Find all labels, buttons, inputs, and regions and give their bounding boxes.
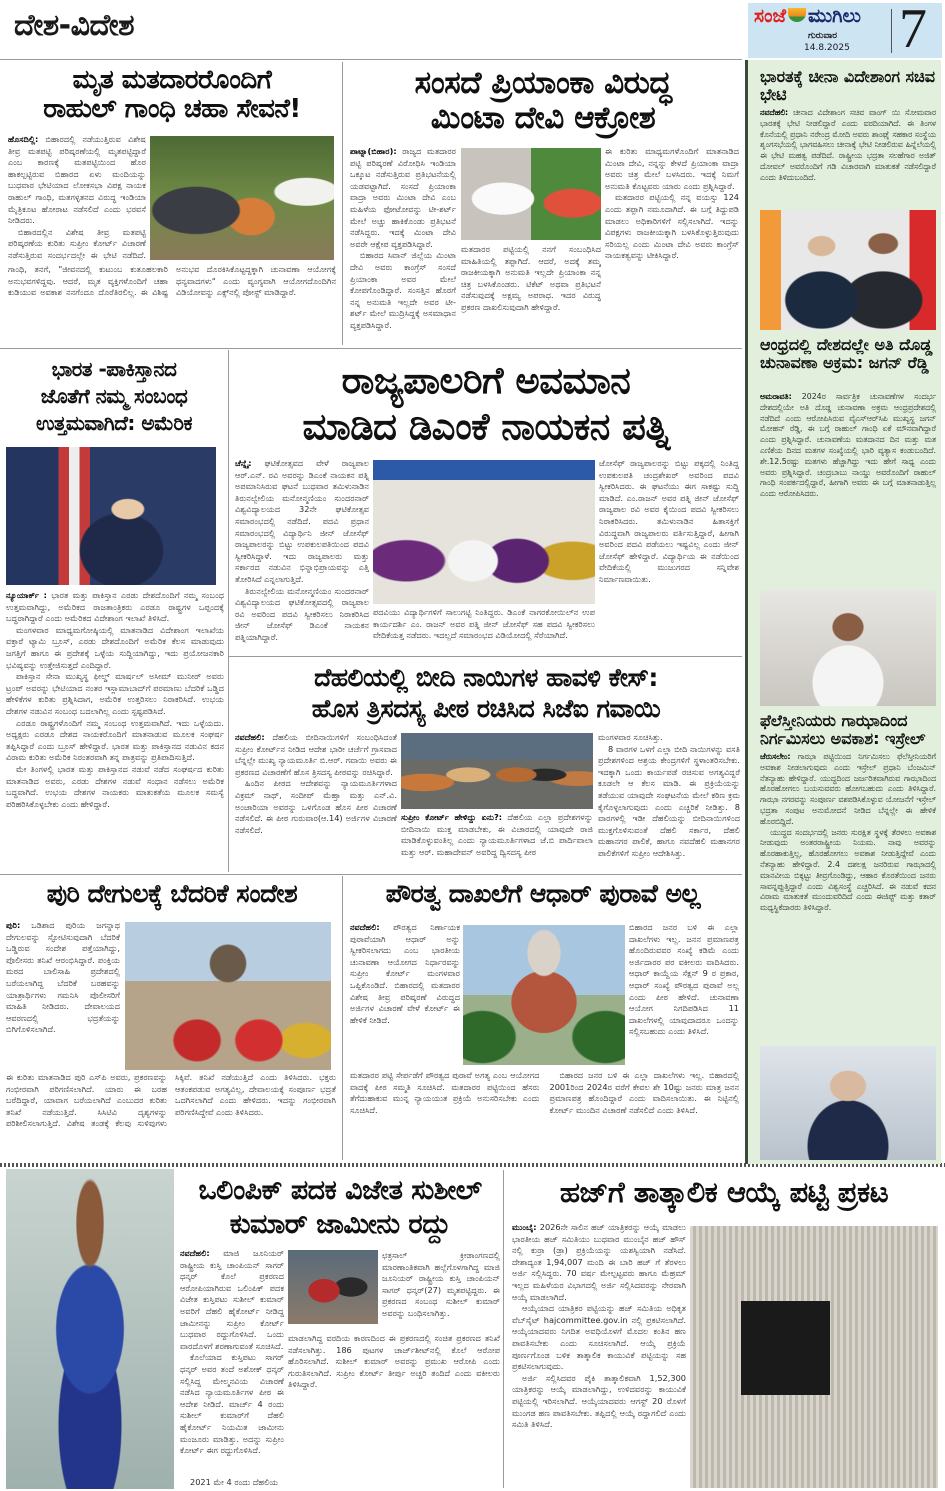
headline-line: ಒಲಿಂಪಿಕ್ ಪದಕ ವಿಜೇತ ಸುಶೀಲ್	[198, 1175, 482, 1206]
article-body	[288, 1333, 500, 1489]
issue-day: ಗುರುವಾರ	[808, 31, 838, 41]
page-number: 7	[899, 0, 927, 60]
article-body	[8, 134, 146, 262]
article-body	[180, 1248, 284, 1476]
dateline: ಚೆನ್ನೈ:	[235, 458, 252, 468]
article-body	[760, 752, 936, 1042]
article-body	[760, 392, 936, 588]
section-title: ದೇಶ-ವಿದೇಶ	[14, 8, 135, 43]
headline: ಭಾರತಕ್ಕೆ ಚೀನಾ ವಿದೇಶಾಂಗ ಸಚಿವ ಭೇಟಿ	[760, 67, 936, 104]
photo-convocation	[373, 460, 595, 604]
photo-stray-dogs	[401, 733, 593, 809]
headline: ಫೆಲೆಸ್ತೀನಿಯರು ಗಾಝಾದಿಂದ ನಿರ್ಗಮಿಸಲು ಅವಕಾಶ: ಇಸ್ರೇಲ್	[760, 711, 926, 748]
divider	[342, 876, 343, 1160]
paragraph: ಪೌರತ್ವದ ನಿರ್ಣಾಯಕ ಪುರಾವೆಯಾಗಿ ಆಧಾರ್ ಅನ್ನು ಸ್ವೀಕರಿಸಲಾಗದು ಎಂಬ ಭಾರತೀಯ ಚುನಾವಣಾ ಆಯೋಗದ ನಿರ್ಧಾರವನ್ನು ಸುಪ್ರೀಂ ಕೋರ್ಟ್ ಮಂಗಳವಾರ ಒಪ್ಪಿಕೊಂಡಿದೆ. ಬಿಹಾರದಲ್ಲಿ ಮತದಾರರ ವಿಶೇಷ ತೀವ್ರ ಪರಿಷ್ಕರಣೆ ವಿರುದ್ಧದ ಅರ್ಜಿಗಳ ವಿಚಾರಣೆ ವೇಳೆ ಕೋರ್ಟ್ ಈ ಹೇಳಿಕೆ ನೀಡಿದೆ.	[350, 922, 460, 1025]
paragraph: ದೆಹಲಿಯ ಬೀದಿನಾಯಿಗಳಿಗೆ ಸಂಬಂಧಿಸಿದಂತೆ ಸುಪ್ರೀಂ ಕೋರ್ಟ್‌ನ ನೀಡಿದ ಆದೇಶ ಭಾರೀ ಚರ್ಚೆಗೆ ಗ್ರಾಸವಾದ ಬೆನ್ನಲ್ಲೇ ಮುಖ್ಯ ನ್ಯಾಯಮೂರ್ತಿ ಬಿ.ಆರ್. ಗವಾಯಿ ಅವರು ಈ ಪ್ರಕರಣದ ವಿಚಾರಣೆಗೆ ಹೊಸ ತ್ರಿಸದಸ್ಯ ಪೀಠವನ್ನು ರಚಿಸಿದ್ದಾರೆ.	[235, 732, 397, 777]
photo-rahul-gandhi-tea	[150, 136, 334, 260]
logo-part-1: ಸಂಜೆ	[754, 5, 787, 27]
article-body	[6, 920, 120, 1070]
headline-line: ಸಂಸದೆ ಪ್ರಿಯಾಂಕಾ ವಿರುದ್ಧ	[414, 65, 672, 101]
headline-line: ಉತ್ತಮವಾಗಿದೆ: ಅಮೆರಿಕ	[36, 411, 192, 435]
issue-date: 14.8.2025	[804, 43, 850, 53]
paragraph: ಹಿಂದಿನ ಪೀಠದ ಆದೇಶವನ್ನು ನ್ಯಾಯಮೂರ್ತಿಗಳಾದ ವಿಕ್ರಮ್ ನಾಥ್, ಸಂದೀಪ್ ಮೆಹ್ತಾ ಮತ್ತು ಎನ್.ವಿ. ಅಂಜಾರಿಯಾ ಅವರನ್ನು ಒಳಗೊಂಡ ಹೊಸ ಪೀಠ ವಿಚಾರಣೆ ನಡೆಸಲಿದೆ. ಈ ಪೀಠ ಗುರುವಾರ(ಆ.14) ಅರ್ಜಿಗಳ ವಿಚಾರಣೆ ನಡೆಸಲಿದೆ.	[235, 778, 397, 835]
headline-line: ರಾಹುಲ್ ಗಾಂಧಿ ಚಹಾ ಸೇವನೆ!	[43, 94, 301, 125]
dateline: ಅಮರಾವತಿ:	[760, 392, 792, 401]
photo-sushil-kumar	[6, 1169, 174, 1489]
headline-line: ದೆಹಲಿಯಲ್ಲಿ ಬೀದಿ ನಾಯಿಗಳ ಹಾವಳಿ ಕೇಸ್:	[314, 663, 658, 692]
logo-part-2: ಮುಗಿಲು	[808, 5, 861, 27]
headline-line: ಮಾಡಿದ ಡಿಎಂಕೆ ನಾಯಕನ ಪತ್ನಿ	[302, 405, 670, 448]
divider	[0, 874, 742, 875]
photo-caption	[401, 812, 593, 870]
headline: ಆಂಧ್ರದಲ್ಲಿ ದೇಶದಲ್ಲೇ ಅತಿ ದೊಡ್ಡ ಚುನಾವಣಾ ಅಕ್ರಮ: ಜಗನ್ ರೆಡ್ಡಿ	[760, 335, 933, 372]
article-body	[760, 108, 936, 206]
dateline: ನವದೆಹಲಿ:	[235, 732, 265, 742]
headline-line: ಭಾರತ -ಪಾಕಿಸ್ತಾನದ	[51, 357, 177, 381]
dateline: ಜೆರುಸಲೇಂ:	[760, 752, 791, 761]
paragraph: ಒಡಿಶಾದ ಪುರಿಯ ಜಗನ್ನಾಥ ದೇಗುಲವನ್ನು ಸ್ಫೋಟಿಸುವುದಾಗಿ ಬೆದರಿಕೆ ಒಡ್ಡಿರುವ ಸಂದೇಶ ಪತ್ತೆಯಾಗಿದ್ದು, ಪೊಲೀಸರು ತನಿಖೆ ಆರಂಭಿಸಿದ್ದಾರೆ. ಪಂಕ್ತಿಯ ಮಠದ ಬಾಲಿಸಾಹಿ ಪ್ರದೇಶದಲ್ಲಿ ಬರೆಯಲಾಗಿದ್ದ ಬೆದರಿಕೆ ಬರಹವನ್ನು ಯಾತ್ರಾರ್ಥಿಗಳು ಗಮನಿಸಿ ಪೊಲೀಸರಿಗೆ ಮಾಹಿತಿ ನೀಡಿದರು. ದೇವಾಲಯದ ಆವರಣದಲ್ಲಿ ಭದ್ರತೆಯನ್ನು ಬಿಗಿಗೊಳಿಸಲಾಗಿದೆ.	[6, 920, 120, 1035]
dateline: ನವದೆಹಲಿ:	[180, 1248, 210, 1258]
paragraph: ಚೀನಾದ ವಿದೇಶಾಂಗ ಸಚಿವ ವಾಂಗ್ ಯಿ ಸೋಮವಾರ ಭಾರತಕ್ಕೆ ಭೇಟಿ ನೀಡಲಿದ್ದಾರೆ ಎಂದು ವರದಿಯಾಗಿದೆ. ಈ ತಿಂಗಳ ಕೊನೆಯಲ್ಲಿ ಪ್ರಧಾನಿ ನರೇಂದ್ರ ಮೋದಿ ಅವರು ಶಾಂಘೈ ಸಹಕಾರ ಸಂಸ್ಥೆಯ ಶೃಂಗಸಭೆಯಲ್ಲಿ ಭಾಗವಹಿಸಲು ಚೀನಾಕ್ಕೆ ಭೇಟಿ ನೀಡಲಿರುವ ಹಿನ್ನೆಲೆಯಲ್ಲಿ ಈ ಭೇಟಿ ಮಹತ್ವ ಪಡೆದಿದೆ. ರಾಷ್ಟ್ರೀಯ ಭದ್ರತಾ ಸಲಹೆಗಾರ ಅಜಿತ್ ದೋವಲ್ ಅವರೊಂದಿಗೆ ಗಡಿ ವಿಚಾರವಾಗಿ ಮಾತುಕತೆ ನಡೆಸಲಿದ್ದಾರೆ ಎಂದು ತಿಳಿದುಬಂದಿದೆ.	[760, 108, 936, 182]
article-body	[350, 1070, 739, 1160]
paragraph: ಯುದ್ಧದ ಸಂದರ್ಭದಲ್ಲಿ ಜನರು ಸುರಕ್ಷಿತ ಸ್ಥಳಕ್ಕೆ ತೆರಳಲು ಅವಕಾಶ ನೀಡುವುದು ಅಂತರರಾಷ್ಟ್ರೀಯ ನಿಯಮ. ನಾವು ಅವರನ್ನು ಹೊರಹಾಕುತ್ತಿಲ್ಲ, ಹೊರಹೋಗಲು ಅವಕಾಶ ನೀಡುತ್ತಿದ್ದೇವೆ ಎಂದು ನೆತನ್ಯಾಹು ಹೇಳಿದ್ದಾರೆ. 2.4 ದಶಲಕ್ಷ ಜನರಿರುವ ಗಾಝಾದಲ್ಲಿ ಮಾನವೀಯ ಬಿಕ್ಕಟ್ಟು ತೀವ್ರಗೊಂಡಿದ್ದು, ಆಹಾರ ಕೊರತೆಯಿಂದ ಜನರು ಸಾವನ್ನಪ್ಪುತ್ತಿದ್ದಾರೆ ಎಂದು ವಿಶ್ವಸಂಸ್ಥೆ ಎಚ್ಚರಿಸಿದೆ. ಈ ನಡುವೆ ಕದನ ವಿರಾಮ ಮಾತುಕತೆ ಮುಂದುವರಿದಿದೆ ಎಂದು ಈಜಿಪ್ಟ್ ಮತ್ತು ಕತಾರ್ ಮಧ್ಯಸ್ಥಿಕೆದಾರರು ತಿಳಿಸಿದ್ದಾರೆ.	[760, 827, 936, 913]
paragraph: ಬಿಹಾರದಲ್ಲಿನ ವಿಶೇಷ ತೀವ್ರ ಮತಪಟ್ಟಿ ಪರಿಷ್ಕರಣೆಯ ಕುರಿತು ಸುಪ್ರೀಂ ಕೋರ್ಟ್ ವಿಚಾರಣೆ ನಡೆಸುತ್ತಿರುವ ಸಂದರ್ಭದಲ್ಲೇ ಈ ಭೇಟಿ ನಡೆದಿದೆ.	[8, 226, 146, 260]
photo-netanyahu	[760, 1046, 936, 1160]
paragraph: ಎರಡೂ ರಾಷ್ಟ್ರಗಳೊಂದಿಗೆ ನಮ್ಮ ಸಂಬಂಧ ಉತ್ತಮವಾಗಿದೆ. ಇದು ಒಳ್ಳೆಯದು. ಅಧ್ಯಕ್ಷರು ಎರಡೂ ದೇಶದ ನಾಯಕರೊಂದಿಗೆ ಮಾತನಾಡುವ ಮೂಲಕ ಸಂಘರ್ಷ ತಪ್ಪಿಸಿದ್ದಾರೆ ಎಂದು ಬ್ರೂಸ್ ಹೇಳಿದ್ದಾರೆ. ಭಾರತ ಮತ್ತು ಪಾಕಿಸ್ತಾನದ ನಡುವಿನ ಕದನ ವಿರಾಮ ಕುರಿತು ಅಮೆರಿಕ ನಿರಂತರವಾಗಿ ತನ್ನ ಪಾತ್ರವನ್ನು ಪ್ರತಿಪಾದಿಸುತ್ತಿದೆ.	[6, 717, 224, 763]
dateline: ಮುಂಬೈ:	[512, 1222, 537, 1232]
paragraph: ಅರ್ಜಿ ಸಲ್ಲಿಸಿದವರ ಪೈಕಿ ತಾತ್ಕಾಲಿಕವಾಗಿ 1,52,300 ಯಾತ್ರಿಕರನ್ನು ಆಯ್ಕೆ ಮಾಡಲಾಗಿದ್ದು, ಉಳಿದವರನ್ನು ಕಾಯುವಿಕೆ ಪಟ್ಟಿಯಲ್ಲಿ ಇರಿಸಲಾಗಿದೆ. ಆಯ್ಕೆಯಾದವರು ಆಗಸ್ಟ್ 20 ರೊಳಗೆ ಮುಂಗಡ ಹಣ ಪಾವತಿಸಬೇಕು. ತಪ್ಪಿದಲ್ಲಿ ಆಯ್ಕೆ ರದ್ದಾಗಲಿದೆ ಎಂದು ಸಮಿತಿ ತಿಳಿಸಿದೆ.	[512, 1372, 686, 1430]
divider	[342, 62, 343, 345]
photo-wrestling	[288, 1250, 378, 1324]
article-body	[6, 1072, 336, 1160]
article-body	[235, 732, 397, 870]
article-body	[461, 244, 601, 344]
dateline: ನವದೆಹಲಿ:	[760, 108, 789, 117]
headline-line: ಹೊಸ ತ್ರಿಸದಸ್ಯ ಪೀಠ ರಚಿಸಿದ ಸಿಜೆಐ ಗವಾಯಿ	[311, 694, 661, 723]
article-body	[235, 458, 369, 652]
paragraph: ಮಂಗಳವಾರ ಮಾಧ್ಯಮಗೋಷ್ಠಿಯಲ್ಲಿ ಮಾತನಾಡಿದ ವಿದೇಶಾಂಗ ಇಲಾಖೆಯ ವಕ್ತಾರೆ ಟ್ಯಾಮಿ ಬ್ರೂಸ್, ಎರಡು ದೇಶದೊಂದಿಗೆ ಅಮೆರಿಕ ಕೆಲಸ ಮಾಡುವುದು ಜಗತ್ತಿಗೆ ಹಾಗೂ ಈ ಪ್ರದೇಶಕ್ಕೆ ಒಳ್ಳೆಯ ಸುದ್ದಿಯಾಗಿದ್ದು, ಇದು ಪ್ರಯೋಜನಕಾರಿ ಭವಿಷ್ಯವನ್ನು ಉತ್ತೇಜಿಸುತ್ತದೆ ಎಂದಿದ್ದಾರೆ.	[6, 624, 224, 670]
paragraph: ತಿರುನಲ್ವೇಲಿಯ ಮನೋನ್ಮಣಿಯಂ ಸುಂದರನಾರ್ ವಿಶ್ವವಿದ್ಯಾಲಯದ ಘಟಿಕೋತ್ಸವದಲ್ಲಿ ರಾಜ್ಯಪಾಲ ರವಿ ಅವರಿಂದ ಪದವಿ ಸ್ವೀಕರಿಸಲು ನಿರಾಕರಿಸಿದ ಜೀನ್ ಜೋಸೆಫ್ ಡಿಎಂಕೆ ನಾಯಕನ ಪತ್ನಿಯಾಗಿದ್ದಾರೆ.	[235, 585, 369, 642]
paragraph: ಮತದಾರರ ಪಟ್ಟಿಯಲ್ಲಿ ನನಗೆ ಸಂಬಂಧಿಸಿದ ಮಾಹಿತಿಯಲ್ಲಿ ತಪ್ಪಾಗಿದೆ. ಆದರೆ, ಅದಕ್ಕೆ ತಮ್ಮ ರಾಜಕೀಯಕ್ಕಾಗಿ ಅನುಮತಿ ಇಲ್ಲದೇ ಪ್ರಿಯಾಂಕಾ ನನ್ನ ಚಿತ್ರ ಬಳಸಿಕೊಂಡರು. ಟಿಕೆಟ್ ಅಥವಾ ಪ್ರತಿಭಟನೆ ನಡೆಸುವುದಕ್ಕೆ ಅಕ್ಷಮ್ಯ ಅಪರಾಧ. ಇದರ ವಿರುದ್ಧ ಪ್ರಕರಣ ದಾಖಲಿಸುವುದಾಗಿ ಹೇಳಿದ್ದಾರೆ.	[461, 244, 601, 312]
headline-line: ಜೊತೆಗೆ ನಮ್ಮ ಸಂಬಂಧ	[40, 384, 188, 408]
article-body	[350, 146, 456, 344]
paragraph: ಬಿಹಾರದಲ್ಲಿ ನಡೆಯುತ್ತಿರುವ ವಿಶೇಷ ತೀವ್ರ ಮತಪಟ್ಟಿ ಪರಿಷ್ಕರಣೆಯಲ್ಲಿ ಮೃತಪಟ್ಟಿದ್ದಾರೆ ಎಂಬ ಕಾರಣಕ್ಕೆ ಮತಪಟ್ಟಿಯಿಂದ ಹೊರ ಹಾಕಲ್ಪಟ್ಟಿರುವ ಬಿಹಾರದ ಏಳು ಮಂದಿಯನ್ನು ಬುಧವಾರ ಭೇಟಿಯಾದ ಲೋಕಸಭಾ ವಿಪಕ್ಷ ನಾಯಕ ರಾಹುಲ್ ಗಾಂಧಿ, ಮತಗಳ್ಳತನದ ವಿರುದ್ಧ ಇಂಡಿಯಾ ಮೈತ್ರಿಕೂಟ ಹೋರಾಟ ನಡೆಸಲಿದೆ ಎಂದು ಭರವಸೆ ನೀಡಿದರು.	[8, 134, 146, 226]
paragraph: ಮಂಗಳವಾರ ಸೂಚಿಸಿತ್ತು.	[598, 732, 664, 742]
paragraph: ಈ ಕುರಿತು ಮಾತನಾಡಿದ ಪುರಿ ಎಸ್‌ಪಿ ಅವರು, ಪ್ರಕರಣವನ್ನು ಗಂಭೀರವಾಗಿ ಪರಿಗಣಿಸಲಾಗಿದೆ. ಯಾರು ಈ ಬರಹ ಬರೆದಿದ್ದಾರೆ, ಯಾವಾಗ ಬರೆಯಲಾಗಿದೆ ಎಂಬುದರ ಕುರಿತು ತನಿಖೆ ನಡೆಯುತ್ತಿದೆ. ಸಿಸಿಟಿವಿ ದೃಶ್ಯಗಳನ್ನು ಪರಿಶೀಲಿಸಲಾಗುತ್ತಿದೆ. ವಿಶೇಷ ತಂಡಕ್ಕೆ ಕೆಲವು ಸುಳಿವುಗಳು ಸಿಕ್ಕಿವೆ. ತನಿಖೆ ನಡೆಯುತ್ತಿದೆ ಎಂದು ತಿಳಿಸಿದರು. ಭಕ್ತರು ಆತಂಕಪಡುವ ಅಗತ್ಯವಿಲ್ಲ, ದೇವಾಲಯಕ್ಕೆ ಸಂಪೂರ್ಣ ಭದ್ರತೆ ಒದಗಿಸಲಾಗಿದೆ ಎಂದು ಹೇಳಿದರು. ಇದನ್ನು ಗಂಭೀರವಾಗಿ ಪರಿಗಣಿಸಿದ್ದೇವೆ ಎಂದು ತಿಳಿಸಿದರು.	[6, 1072, 336, 1129]
logo-sun-island-icon	[788, 8, 806, 22]
headline-line: ರಾಜ್ಯಪಾಲರಿಗೆ ಅವಮಾನ	[341, 359, 631, 402]
photo-supreme-court	[463, 925, 625, 1065]
paragraph: ಘಟಿಕೋತ್ಸವದ ವೇಳೆ ರಾಜ್ಯಪಾಲ ಆರ್.ಎನ್. ರವಿ ಅವರನ್ನು ಡಿಎಂಕೆ ನಾಯಕನ ಪತ್ನಿ ಅಪಮಾನಿಸಿರುವ ಘಟನೆ ಬುಧವಾರ ತಮಿಳುನಾಡಿನ ತಿರುನಲ್ವೇಲಿಯ ಮನೋನ್ಮಣಿಯಂ ಸುಂದರನಾರ್ ವಿಶ್ವವಿದ್ಯಾಲಯದ 32ನೇ ಘಟಿಕೋತ್ಸವ ಸಮಾರಂಭದಲ್ಲಿ ನಡೆದಿದೆ. ಪದವಿ ಪ್ರಧಾನ ಸಮಾರಂಭದಲ್ಲಿ ವಿದ್ಯಾರ್ಥಿನಿ ಜೀನ್ ಜೋಸೆಫ್ ರಾಜ್ಯಪಾಲರನ್ನು ಬಿಟ್ಟು ಉಪಕುಲಪತಿಯಿಂದ ಪದವಿ ಸ್ವೀಕರಿಸಿದ್ದಾಳೆ. ಇದು ರಾಜ್ಯಪಾಲರು ಮತ್ತು ಸರ್ಕಾರದ ನಡುವಿನ ಭಿನ್ನಾಭಿಪ್ರಾಯವನ್ನು ಎತ್ತಿ ತೋರಿಸಿದೆ ಎನ್ನಲಾಗುತ್ತಿದೆ.	[235, 458, 369, 584]
headline	[178, 1174, 502, 1242]
photo-caption: ಪದವಿಯು ವಿದ್ಯಾರ್ಥಿಗಳಿಗೆ ಸಾಲುಗಟ್ಟಿ ನಿಂತಿದ್ದರು. ಡಿಎಂಕೆ ನಾಗರಕೋಯಿಲ್‌ನ ಉಪ ಕಾರ್ಯದರ್ಶಿ ಎಂ. ರಾಜನ್ ಅವರ ಪತ್ನಿ ಜೀನ್ ಜೋಸೆಫ್ ಸಹ ಪದವಿ ಸ್ವೀಕರಿಸಲು ವೇದಿಕೆಯತ್ತ ನಡೆದರು. ಇದಲ್ಲದೆ ಸಮಾರಂಭದ ವಿಡಿಯೋದಲ್ಲಿ ಸೆರೆಯಾಗಿದೆ.	[373, 607, 595, 641]
paragraph: ಮಾಜಿ ಜೂನಿಯರ್ ರಾಷ್ಟ್ರೀಯ ಕುಸ್ತಿ ಚಾಂಪಿಯನ್ ಸಾಗರ್ ಧನ್ಕರ್ ಕೊಲೆ ಪ್ರಕರಣದ ಆರೋಪಿಯಾಗಿರುವ ಒಲಿಂಪಿಕ್ ಪದಕ ವಿಜೇತ ಕುಸ್ತಿಪಟು ಸುಶೀಲ್ ಕುಮಾರ್ ಅವರಿಗೆ ದೆಹಲಿ ಹೈಕೋರ್ಟ್ ನೀಡಿದ್ದ ಜಾಮೀನನ್ನು ಸುಪ್ರೀಂ ಕೋರ್ಟ್ ಬುಧವಾರ ರದ್ದುಗೊಳಿಸಿದೆ. ಒಂದು ವಾರದೊಳಗೆ ಶರಣಾಗುವಂತೆ ಸೂಚಿಸಿದೆ.	[180, 1248, 284, 1351]
paragraph: 2024ರ ಸಾರ್ವತ್ರಿಕ ಚುನಾವಣೆಗಳ ಸಂದರ್ಭ ದೇಶದಲ್ಲಿಯೇ ಅತಿ ದೊಡ್ಡ ಚುನಾವಣಾ ಅಕ್ರಮ ಆಂಧ್ರಪ್ರದೇಶದಲ್ಲಿ ನಡೆದಿದೆ ಎಂದು ಆರೋಪಿಸಿರುವ ವೈಎಸ್‌ಆರ್‌ಸಿಪಿ ಮುಖ್ಯಸ್ಥ ಜಗನ್ ಮೋಹನ್ ರೆಡ್ಡಿ, ಈ ಬಗ್ಗೆ ರಾಹುಲ್ ಗಾಂಧಿ ಏಕೆ ಮೌನವಾಗಿದ್ದಾರೆ ಎಂದು ಪ್ರಶ್ನಿಸಿದ್ದಾರೆ. ಚುನಾವಣೆಯ ಮತದಾನದ ದಿನ ಮತ್ತು ಮತ ಎಣಿಕೆಯ ದಿನದ ಮತಗಳ ಸಂಖ್ಯೆಯಲ್ಲಿ ಭಾರಿ ವ್ಯತ್ಯಾಸ ಕಂಡುಬಂದಿದೆ. ಶೇ.12.5ರಷ್ಟು ಮತಗಳು ಹೆಚ್ಚಾಗಿದ್ದು ಇದು ಹೇಗೆ ಸಾಧ್ಯ ಎಂದು ಅವರು ಪ್ರಶ್ನಿಸಿದ್ದಾರೆ. ಚಂದ್ರಬಾಬು ನಾಯ್ಡು ಅವರೊಂದಿಗೆ ರಾಹುಲ್ ಗಾಂಧಿ ಸಂಪರ್ಕದಲ್ಲಿದ್ದಾರೆ, ಹೀಗಾಗಿ ಅವರು ಈ ಬಗ್ಗೆ ಮಾತನಾಡುತ್ತಿಲ್ಲ ಎಂದು ಆರೋಪಿಸಿದರು.	[760, 392, 936, 499]
footer-line: 2021 ಮೇ 4 ರಂದು ದೆಹಲಿಯ	[190, 1477, 279, 1487]
paragraph: ಮತದಾರರ ಪಟ್ಟಿಯಲ್ಲಿ ನನ್ನ ವಯಸ್ಸು 124 ಎಂದು ತಪ್ಪಾಗಿ ನಮೂದಾಗಿದೆ. ಈ ಬಗ್ಗೆ ತಿದ್ದುಪಡಿ ಮಾಡಲು ಅಧಿಕಾರಿಗಳಿಗೆ ಸಲ್ಲಿಸಲಾಗಿದೆ. ಇದನ್ನು ವಿಪಕ್ಷಗಳು ರಾಜಕೀಯಕ್ಕಾಗಿ ಬಳಸಿಕೊಳ್ಳುತ್ತಿರುವುದು ಸರಿಯಲ್ಲ ಎಂದು ಮಿಂಟಾ ದೇವಿ ಅವರು ಕಾಂಗ್ರೆಸ್ ನಾಯಕತ್ವವನ್ನು ಟೀಕಿಸಿದ್ದಾರೆ.	[605, 192, 739, 261]
photo-priyanka-minta-devi	[461, 148, 601, 240]
article-body	[599, 458, 739, 652]
paragraph: ಬಿಹಾರದ ಸಿವಾನ್ ಜಿಲ್ಲೆಯ ಮಿಂಟಾ ದೇವಿ ಅವರು ಕಾಂಗ್ರೆಸ್ ಸಂಸದೆ ಪ್ರಿಯಾಂಕಾ ಅವರ ಮೇಲೆ ಕೋಪಗೊಂಡಿದ್ದಾರೆ. ಸಂಸತ್ತಿನ ಹೊರಗೆ ನನ್ನ ಅನುಮತಿ ಇಲ್ಲದೇ ಅವರ ಟೀ-ಶರ್ಟ್ ಮೇಲೆ ಮುದ್ರಿಸಿದ್ದಕ್ಕೆ ಅಸಮಾಧಾನ ವ್ಯಕ್ತಪಡಿಸಿದ್ದಾರೆ.	[350, 250, 456, 330]
paragraph: ಆಯ್ಕೆಯಾದ ಯಾತ್ರಿಕರ ಪಟ್ಟಿಯನ್ನು ಹಜ್ ಸಮಿತಿಯ ಅಧಿಕೃತ ವೆಬ್‌ಸೈಟ್ hajcommittee.gov.in ನಲ್ಲಿ ಪ್ರಕಟಿಸಲಾಗಿದೆ. ಆಯ್ಕೆಯಾದವರು ನಿಗದಿತ ಅವಧಿಯೊಳಗೆ ಮೊದಲ ಕಂತಿನ ಹಣ ಪಾವತಿಸಬೇಕು ಎಂದು ಸೂಚಿಸಲಾಗಿದೆ. ಆಯ್ಕೆ ಪ್ರಕ್ರಿಯೆ ಪೂರ್ಣಗೊಂಡ ಬಳಿಕ ತಾತ್ಕಾಲಿಕ ಕಾಯುವಿಕೆ ಪಟ್ಟಿಯನ್ನು ಸಹ ಪ್ರಕಟಿಸಲಾಗುವುದು.	[512, 1303, 686, 1372]
paragraph: ಬಿಹಾರದ ಜನರ ಬಳಿ ಈ ಎಲ್ಲಾ ದಾಖಲೆಗಳು ಇಲ್ಲ. ಬಿಹಾರದಲ್ಲಿ 2001ರಿಂದ 2024ರ ವರೆಗೆ ಕೇವಲ ಶೇ 10ಷ್ಟು ಜನರು ಮಾತ್ರ ಜನನ ಪ್ರಮಾಣಪತ್ರ ಹೊಂದಿದ್ದಾರೆ ಎಂದು ವಾದಿಸಲಾಯಿತು. ಈ ನಿಟ್ಟಿನಲ್ಲಿ ಕೋರ್ಟ್ ಮುಂದಿನ ವಿಚಾರಣೆ ನಡೆಸಲಿದೆ ಎಂದು ತಿಳಿಸಿದೆ.	[549, 1070, 739, 1115]
paragraph: ಭಾರತ ಮತ್ತು ಪಾಕಿಸ್ತಾನ ಎರಡು ದೇಶದೊಂದಿಗೆ ನಮ್ಮ ಸಂಬಂಧ ಉತ್ತಮವಾಗಿದ್ದು, ಅಮೆರಿಕದ ರಾಜತಾಂತ್ರಿಕರು ಎರಡೂ ರಾಷ್ಟ್ರಗಳ ಒಪ್ಪಂದಕ್ಕೆ ಬದ್ಧರಾಗಿದ್ದಾರೆ ಎಂದು ಅಮೆರಿಕದ ವಿದೇಶಾಂಗ ಇಲಾಖೆ ತಿಳಿಸಿದೆ.	[6, 590, 224, 624]
article-body	[8, 264, 336, 344]
headline	[232, 358, 740, 450]
article-body	[598, 732, 740, 870]
paragraph: ಪಾಕಿಸ್ತಾನ ಸೇನಾ ಮುಖ್ಯಸ್ಥ ಫೀಲ್ಡ್ ಮಾರ್ಷಲ್ ಅಸೀಮ್ ಮುನೀರ್ ಅವರು ಟ್ರಂಪ್ ಅವರನ್ನು ಭೇಟಿಯಾದ ನಂತರ ಇಸ್ಲಾಮಾಬಾದ್‌ಗೆ ಪರಮಾಣು ಬೆದರಿಕೆ ಒಡ್ಡಿದ ಹೇಳಿಕೆಗಳ ಕುರಿತು ಪ್ರಶ್ನಿಸಿದಾಗ, ಅಮೆರಿಕ ಉತ್ತರಿಸಲು ನಿರಾಕರಿಸಿದೆ. ಉಭಯ ದೇಶಗಳ ನಡುವಿನ ಸಂಬಂಧ ಬದಲಾಗಿಲ್ಲ ಎಂದು ಸ್ಪಷ್ಟಪಡಿಸಿದೆ.	[6, 671, 224, 716]
photo-trump-podium	[6, 447, 216, 585]
dateline: ಹೊಸದಿಲ್ಲಿ:	[8, 134, 39, 144]
paragraph: 8 ವಾರಗಳ ಒಳಗೆ ಎಲ್ಲಾ ಬೀದಿ ನಾಯಿಗಳನ್ನು ವಸತಿ ಪ್ರದೇಶಗಳಿಂದ ಆಶ್ರಯ ಕೇಂದ್ರಗಳಿಗೆ ಸ್ಥಳಾಂತರಿಸಬೇಕು. ಇದಕ್ಕಾಗಿ ಒಂದು ಕಾರ್ಯಪಡೆ ರಚಿಸುವ ಅಗತ್ಯವಿದ್ದರೆ ಕೂಡಲೇ ಆ ಕೆಲಸ ಮಾಡಿ. ಈ ಪ್ರಕ್ರಿಯೆಯನ್ನು ತಡೆಯುವ ಯಾವುದೇ ಸಂಘಟನೆಯ ಮೇಲೆ ಕಠಿಣ ಕ್ರಮ ಕೈಗೊಳ್ಳಲಾಗುವುದು ಎಂದು ಎಚ್ಚರಿಕೆ ನೀಡಿತ್ತು. 8 ವಾರಗಳಲ್ಲಿ ಇಡೀ ದೆಹಲಿಯನ್ನು ಬೀದಿನಾಯಿಗಳಿಂದ ಮುಕ್ತಗೊಳಿಸುವಂತೆ ದೆಹಲಿ ಸರ್ಕಾರ, ದೆಹಲಿ ಮಹಾನಗರ ಪಾಲಿಕೆ, ಹಾಗೂ ನವದೆಹಲಿ ಮಹಾನಗರ ಪಾಲಿಕೆಗಳಿಗೆ ಸುಪ್ರೀಂ ಆದೇಶಿಸಿತ್ತು.	[598, 743, 740, 858]
divider	[0, 348, 742, 349]
article-body	[382, 1250, 500, 1330]
headline	[346, 66, 740, 135]
article-body	[6, 590, 224, 870]
dateline: ಪುರಿ:	[6, 920, 21, 930]
photo-puri-temple	[125, 922, 331, 1070]
divider	[228, 350, 229, 872]
masthead	[748, 0, 942, 60]
dateline: ನ್ಯೂಯಾರ್ಕ್ :	[6, 590, 47, 600]
headline-line: ಕುಮಾರ್ ಜಾಮೀನು ರದ್ದು	[229, 1209, 451, 1240]
photo-kaaba	[690, 1226, 938, 1488]
headline: ಪೌರತ್ವ ದಾಖಲೆಗೆ ಆಧಾರ್ ಪುರಾವೆ ಅಲ್ಲ	[385, 879, 701, 908]
headline	[230, 662, 742, 724]
sidebar-briefs	[745, 60, 941, 1164]
paragraph: ಗಾಝಾ ಪಟ್ಟಿಯಿಂದ ನಿರ್ಗಮಿಸಲು ಫೆಲೆಸ್ತೀನಿಯರಿಗೆ ಅವಕಾಶ ನೀಡಲಾಗುವುದು ಎಂದು ಇಸ್ರೇಲ್ ಪ್ರಧಾನಿ ಬೆಂಜಮಿನ್ ನೆತನ್ಯಾಹು ಹೇಳಿದ್ದಾರೆ. ಯುದ್ಧದಿಂದ ಜರ್ಜರಿತವಾಗಿರುವ ಗಾಝಾದಿಂದ ಹೊರಹೋಗಲು ಬಯಸುವವರು ಹೋಗಬಹುದು ಎಂದು ತಿಳಿಸಿದ್ದಾರೆ. ಗಾಝಾ ನಗರವನ್ನು ಸಂಪೂರ್ಣ ವಶಪಡಿಸಿಕೊಳ್ಳುವ ಯೋಜನೆಗೆ ಇಸ್ರೇಲ್ ಭದ್ರತಾ ಸಂಪುಟ ಅನುಮೋದನೆ ನೀಡಿದ ಬೆನ್ನಲ್ಲೇ ಈ ಹೇಳಿಕೆ ಹೊರಬಿದ್ದಿದೆ.	[760, 752, 936, 826]
divider	[0, 59, 742, 60]
caption-label: ಸುಪ್ರೀಂ ಕೋರ್ಟ್ ಹೇಳಿದ್ದು ಏನು?:	[401, 812, 503, 822]
paragraph: ಕೊಲೆಯಾದ ಕುಸ್ತಿಪಟು ಸಾಗರ್ ಧನ್ಕರ್ ಅವರ ತಂದೆ ಅಶೋಕ್ ಧನ್ಕರ್ ಸಲ್ಲಿಸಿದ್ದ ಮೇಲ್ಮನವಿಯ ವಿಚಾರಣೆ ನಡೆಸಿದ ನ್ಯಾಯಮೂರ್ತಿಗಳ ಪೀಠ ಈ ಆದೇಶ ನೀಡಿದೆ. ಮಾರ್ಚ್ 4 ರಂದು ಸುಶೀಲ್ ಕುಮಾರ್‌ಗೆ ದೆಹಲಿ ಹೈಕೋರ್ಟ್ ನಿಯಮಿತ ಜಾಮೀನು ಮಂಜೂರು ಮಾಡಿತ್ತು. ಅದನ್ನು ಸುಪ್ರೀಂ ಕೋರ್ಟ್ ಈಗ ರದ್ದುಗೊಳಿಸಿದೆ.	[180, 1352, 284, 1456]
paragraph: ಮತದಾರರ ಪಟ್ಟಿ ಸೇರ್ಪಡೆಗೆ ಪೌರತ್ವದ ಪುರಾವೆ ಅಗತ್ಯ ಎಂಬ ಆಯೋಗದ ವಾದಕ್ಕೆ ಪೀಠ ಸಮ್ಮತಿ ಸೂಚಿಸಿದೆ. ಮತದಾರರ ಪಟ್ಟಿಯಿಂದ ಹೆಸರು ತೆಗೆದುಹಾಕುವ ಮುನ್ನ ನ್ಯಾಯಯುತ ಪ್ರಕ್ರಿಯೆ ಅನುಸರಿಸಬೇಕು ಎಂದು ಸೂಚಿಸಿದೆ.	[350, 1070, 540, 1115]
divider	[503, 1170, 504, 1488]
headline: ಹಜ್‌ಗೆ ತಾತ್ಕಾಲಿಕ ಆಯ್ಕೆ ಪಟ್ಟಿ ಪ್ರಕಟ	[559, 1175, 889, 1209]
headline	[2, 356, 226, 437]
paragraph: ಗಾಂಧಿ, ತನಗೆ, "ಜೀವನದಲ್ಲಿ ಕುಟುಂಬ ಕುತೂಹಲಕಾರಿ ಅನುಭವಗಳಿದ್ದವು. ಆದರೆ, ಮೃತ ವ್ಯಕ್ತಿಗಳೊಂದಿಗೆ ಚಹಾ ಕುಡಿಯುವ ಅವಕಾಶ ನನಗೆಂದೂ ದೊರೆತಿರಲಿಲ್ಲ. ಈ ವಿಶಿಷ್ಟ ಅನುಭವ ದೊರಕಿಸಿಕೊಟ್ಟದ್ದಕ್ಕಾಗಿ ಚುನಾವಣಾ ಆಯೋಗಕ್ಕೆ ಧನ್ಯವಾದಗಳು" ಎಂದು ವ್ಯಂಗ್ಯವಾಗಿ ಆಯೋಗದೊಂದಿಗಿನ ವಿಡಿಯೋವನ್ನು ಎಕ್ಸ್‌ನಲ್ಲಿ ಪೋಸ್ಟ್ ಮಾಡಿದ್ದಾರೆ.	[8, 264, 336, 298]
paragraph: ಈ ಕುರಿತು ಮಾಧ್ಯಮಗಳೊಂದಿಗೆ ಮಾತನಾಡಿದ ಮಿಂಟಾ ದೇವಿ, ನನ್ನನ್ನು ಕೇಳದೆ ಪ್ರಿಯಾಂಕಾ ವಾದ್ರಾ ಅವರು ಚಿತ್ರ ಮೇಲೆ ಬಳಸಿದರು. ಇದಕ್ಕೆ ನಿಮಗೆ ಅನುಮತಿ ಕೊಟ್ಟವರು ಯಾರು ಎಂದು ಪ್ರಶ್ನಿಸಿದ್ದಾರೆ.	[605, 146, 739, 191]
article-body	[605, 146, 739, 344]
headline: ಪುರಿ ದೇಗುಲಕ್ಕೆ ಬೆದರಿಕೆ ಸಂದೇಶ	[46, 879, 298, 908]
paragraph: 2026ನೇ ಸಾಲಿನ ಹಜ್ ಯಾತ್ರಿಕರನ್ನು ಆಯ್ಕೆ ಮಾಡಲು ಭಾರತೀಯ ಹಜ್ ಸಮಿತಿಯು ಬುಧವಾರ ಮುಂಬೈನ ಹಜ್ ಹೌಸ್ ನಲ್ಲಿ ಕುರ್ರಾ (ಡ್ರಾ) ಪ್ರಕ್ರಿಯೆಯನ್ನು ಯಶಸ್ವಿಯಾಗಿ ನಡೆಸಿದೆ. ದೇಶಾದ್ಯಂತ 1,94,007 ಮಂದಿ ಈ ಬಾರಿ ಹಜ್ ಗೆ ತೆರಳಲು ಅರ್ಜಿ ಸಲ್ಲಿಸಿದ್ದರು. 70 ವರ್ಷ ಮೇಲ್ಪಟ್ಟವರು ಹಾಗೂ ಮೆಹ್ರಮ್ ಇಲ್ಲದ ಮಹಿಳೆಯರ ವಿಭಾಗದಲ್ಲಿ ಅರ್ಜಿ ಸಲ್ಲಿಸಿದವರನ್ನು ನೇರವಾಗಿ ಆಯ್ಕೆ ಮಾಡಲಾಗಿದೆ.	[512, 1222, 686, 1302]
newspaper-logo	[754, 5, 861, 27]
photo-wang-yi-doval	[760, 210, 936, 330]
divider	[228, 656, 742, 657]
headline-line: ಮೃತ ಮತದಾರರೊಂದಿಗೆ	[72, 65, 272, 95]
headline-line: ಮಿಂಟಾ ದೇವಿ ಆಕ್ರೋಶ	[430, 99, 656, 136]
paragraph: ಮಾಡಲಾಗಿದ್ದ ವರದಿಯ ಕಾರಣದಿಂದ ಈ ಪ್ರಕರಣದಲ್ಲಿ ಸಂಚಿತ ಪ್ರಕರಣದ ತನಿಖೆ ನಡೆಸಲಾಗಿತ್ತು. 186 ಪುಟಗಳ ಚಾರ್ಜ್‌ಶೀಟ್‌ನಲ್ಲಿ ಕೊಲೆ ಆರೋಪ ಹೊರಿಸಲಾಗಿದೆ. ಸುಶೀಲ್ ಕುಮಾರ್ ಅವರನ್ನು ಪ್ರಮುಖ ಆರೋಪಿ ಎಂದು ಗುರುತಿಸಲಾಗಿದೆ. ಸುಪ್ರೀಂ ಕೋರ್ಟ್ ತೀರ್ಪು ಅಚ್ಚರಿ ತಂದಿದೆ ಎಂದು ವಕೀಲರು ತಿಳಿಸಿದ್ದಾರೆ.	[288, 1333, 500, 1390]
paragraph: ಬಿಹಾರದ ಜನರ ಬಳಿ ಈ ಎಲ್ಲಾ ದಾಖಲೆಗಳು ಇಲ್ಲ. ಜನನ ಪ್ರಮಾಣಪತ್ರ ಹೊಂದಿರುವವರ ಸಂಖ್ಯೆ ಕಡಿಮೆ ಎಂದು ಅರ್ಜಿದಾರರ ಪರ ವಕೀಲರು ವಾದಿಸಿದರು. ಆಧಾರ್ ಕಾಯ್ದೆಯ ಸೆಕ್ಷನ್ 9 ರ ಪ್ರಕಾರ, ಆಧಾರ್ ಸಂಖ್ಯೆ ಪೌರತ್ವದ ಪುರಾವೆ ಅಲ್ಲ ಎಂದು ಪೀಠ ಹೇಳಿದೆ. ಚುನಾವಣಾ ಆಯೋಗ ನಿಗದಿಪಡಿಸಿದ 11 ದಾಖಲೆಗಳಲ್ಲಿ ಯಾವುದಾದರೂ ಒಂದನ್ನು ಸಲ್ಲಿಸಬಹುದು ಎಂದು ತಿಳಿಸಿದೆ.	[629, 922, 739, 1037]
headline	[4, 66, 340, 124]
dateline: ನವದೆಹಲಿ:	[350, 922, 380, 932]
photo-jagan-reddy	[760, 590, 936, 706]
paragraph: ಮೇ ತಿಂಗಳಲ್ಲಿ ಭಾರತ ಮತ್ತು ಪಾಕಿಸ್ತಾನದ ನಡುವೆ ನಡೆದ ಸಂಘರ್ಷದ ಕುರಿತು ಮಾತನಾಡಿದ ಅವರು, ಎರಡು ದೇಶಗಳ ನಡುವೆ ಸಂಧಾನ ನಡೆಸಲು ಅಮೆರಿಕ ಬದ್ಧವಾಗಿದೆ. ಉಭಯ ದೇಶಗಳ ನಾಯಕರು ಮಾತುಕತೆಯ ಮೂಲಕ ಸಮಸ್ಯೆ ಪರಿಹರಿಸಿಕೊಳ್ಳಬೇಕು ಎಂದು ಹೇಳಿದ್ದಾರೆ.	[6, 763, 224, 809]
article-body	[512, 1222, 686, 1488]
paragraph: ಛತ್ರಸಾಲ್ ಕ್ರೀಡಾಂಗಣದಲ್ಲಿ ಮಾರಣಾಂತಿಕವಾಗಿ ಹಲ್ಲೆಗೊಳಗಾಗಿದ್ದ ಮಾಜಿ ಜೂನಿಯರ್ ರಾಷ್ಟ್ರೀಯ ಕುಸ್ತಿ ಚಾಂಪಿಯನ್ ಸಾಗರ್ ಧನ್ಕರ್(27) ಮೃತಪಟ್ಟಿದ್ದರು. ಈ ಪ್ರಕರಣದ ಸಂಬಂಧ ಸುಶೀಲ್ ಕುಮಾರ್ ಅವರನ್ನು ಬಂಧಿಸಲಾಗಿತ್ತು.	[382, 1250, 500, 1318]
masthead-divider	[891, 9, 892, 53]
caption-text: ದೆಹಲಿಯ ಎಲ್ಲಾ ಪ್ರದೇಶಗಳನ್ನು ಬೀದಿನಾಯಿ ಮುಕ್ತ ಮಾಡಬೇಕು, ಈ ವಿಚಾರದಲ್ಲಿ ಯಾವುದೇ ರಾಜಿ ಮಾಡಿಕೊಳ್ಳುವಂತಿಲ್ಲ ಎಂದು ನ್ಯಾಯಮೂರ್ತಿಗಳಾದ ಜೆ.ಬಿ ಪಾರ್ದಿವಾಲಾ ಮತ್ತು ಆರ್. ಮಹಾದೇವನ್ ಅವರಿದ್ದ ದ್ವಿಸದಸ್ಯ ಪೀಠ	[401, 812, 593, 857]
paragraph: ರಾಜ್ಯದ ಮತದಾರರ ಪಟ್ಟಿ ಪರಿಷ್ಕರಣೆ ವಿರೋಧಿಸಿ ಇಂಡಿಯಾ ಒಕ್ಕೂಟ ನಡೆಸುತ್ತಿರುವ ಪ್ರತಿಭಟನೆಯಲ್ಲಿ ಯಡವಟ್ಟಾಗಿದೆ. ಸಂಸದೆ ಪ್ರಿಯಾಂಕಾ ವಾದ್ರಾ ಅವರು ಮಿಂಟಾ ದೇವಿ ಎಂಬ ಮಹಿಳೆಯ ಫೋಟೋವನ್ನು ಟೀ-ಶರ್ಟ್ ಮೇಲೆ ಅಚ್ಚು ಹಾಕಿಕೊಂಡು ಪ್ರತಿಭಟನೆ ನಡೆಸಿದ್ದರು. ಇದಕ್ಕೆ ಮಿಂಟಾ ದೇವಿ ಅವರೇ ಆಕ್ಷೇಪ ವ್ಯಕ್ತಪಡಿಸಿದ್ದಾರೆ.	[350, 146, 456, 249]
article-body	[350, 922, 460, 1068]
paragraph: ಜೋಸೆಫ್ ರಾಜ್ಯಪಾಲರನ್ನು ಬಿಟ್ಟು ಪಕ್ಕದಲ್ಲಿ ನಿಂತಿದ್ದ ಉಪಕುಲಪತಿ ಚಂದ್ರಶೇಖರ್ ಅವರಿಂದ ಪದವಿ ಸ್ವೀಕರಿಸಿದರು. ಈ ಘಟನೆಯು ಈಗ ಸಾಕಷ್ಟು ಸುದ್ದಿ ಮಾಡಿದೆ. ಎಂ.ರಾಜನ್ ಅವರ ಪತ್ನಿ ಜೀನ್ ಜೋಸೆಫ್ ರಾಜ್ಯಪಾಲ ರವಿ ಅವರ ಕೈಯಿಂದ ಪದವಿ ಸ್ವೀಕರಿಸಲು ನಿರಾಕರಿಸಿದರು. ತಮಿಳುನಾಡಿನ ಹಿತಾಸಕ್ತಿಗೆ ವಿರುದ್ಧವಾಗಿ ರಾಜ್ಯಪಾಲರು ವರ್ತಿಸುತ್ತಿದ್ದಾರೆ, ಹೀಗಾಗಿ ಅವರಿಂದ ಪದವಿ ಪಡೆಯಲು ಇಷ್ಟವಿಲ್ಲ ಎಂದು ಜೀನ್ ಜೋಸೆಫ್ ಹೇಳಿದ್ದಾರೆ. ವಿದ್ಯಾರ್ಥಿಯ ಈ ನಡೆಯಿಂದ ವೇದಿಕೆಯಲ್ಲಿ ಮುಜುಗರದ ಸನ್ನಿವೇಶ ನಿರ್ಮಾಣವಾಯಿತು.	[599, 458, 739, 584]
article-body	[629, 922, 739, 1068]
dateline: ಪಾಟ್ನಾ(ಬಿಹಾರ):	[350, 146, 397, 156]
